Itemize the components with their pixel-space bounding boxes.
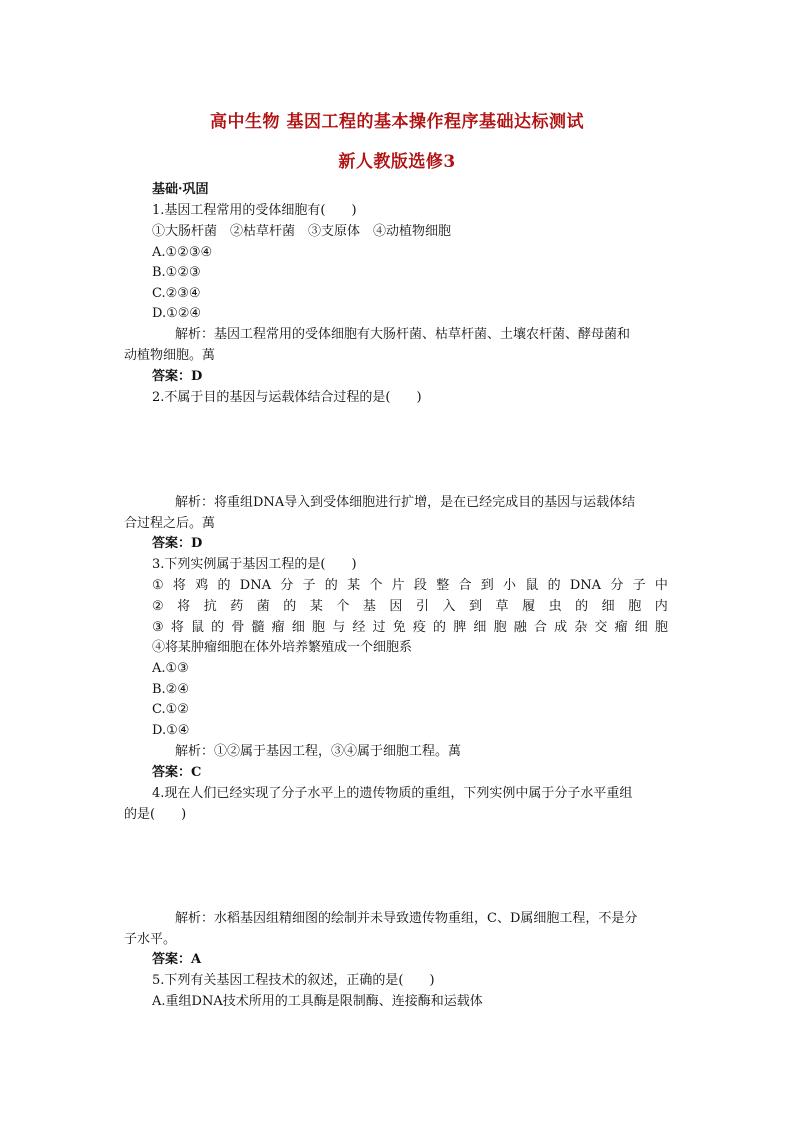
q3-item2-token: 菌 [256, 599, 270, 614]
q4-stem-cont: 的是( ) [124, 807, 187, 822]
q3-item2-token: 虫 [548, 599, 562, 614]
q3-item1-token: 中 [654, 578, 668, 593]
q3-item3-token: 免 [392, 620, 406, 635]
q3-item2-token: 某 [309, 599, 323, 614]
q3-item2-token: 细 [601, 599, 615, 614]
q4-answer: 答案：A [152, 952, 202, 967]
q3-item1-token: 到 [480, 578, 494, 593]
q3-item2-token: 抗 [203, 599, 217, 614]
q1-items: ①大肠杆菌 ②枯草杆菌 ③支原体 ④动植物细胞 [152, 224, 452, 239]
q3-item3-token: 胞 [493, 620, 507, 635]
q3-item3-token: 髓 [251, 620, 265, 635]
q3-item1-token: 段 [413, 578, 427, 593]
q3-item2-token: 的 [575, 599, 589, 614]
q3-item2-token: 胞 [628, 599, 642, 614]
q3-item3-token: 的 [433, 620, 447, 635]
q3-item2-token: 基 [362, 599, 376, 614]
q3-item2-token: 草 [495, 599, 509, 614]
q3-item-4: ④将某肿瘤细胞在体外培养繁殖成一个细胞系 [152, 640, 413, 655]
q3-item3-token: 将 [170, 620, 184, 635]
q3-item1-token: 鸡 [195, 578, 209, 593]
q3-option-d: D.①④ [152, 723, 190, 738]
q3-item2-token: 的 [283, 599, 297, 614]
section-heading: 基础·巩固 [152, 182, 209, 197]
q3-item3-token: 瘤 [271, 620, 285, 635]
q3-item2-token: ② [152, 599, 164, 614]
q4-analysis-cont: 子水平。 [124, 932, 177, 947]
q3-item2-token: 引 [415, 599, 429, 614]
document-title: 高中生物 基因工程的基本操作程序基础达标测试 [210, 112, 584, 132]
q1-option-d: D.①②④ [152, 306, 202, 321]
q3-item2-token: 个 [336, 599, 350, 614]
q3-option-a: A.①③ [152, 661, 189, 676]
q3-item1-token: DNA [239, 578, 271, 593]
q3-item1-token: 的 [324, 578, 338, 593]
document-subtitle: 新人教版选修3 [338, 152, 456, 172]
q3-item1-token: 分 [280, 578, 294, 593]
q1-option-a: A.①②③④ [152, 245, 213, 260]
q3-item1-token: DNA [569, 578, 602, 593]
q3-item3-token: 细 [634, 620, 648, 635]
q3-item1-token: 合 [458, 578, 472, 593]
q3-item3-token: 细 [291, 620, 305, 635]
q2-analysis: 解析：将重组DNA导入到受体细胞进行扩增，是在已经完成目的基因与运载体结 [175, 495, 636, 510]
q3-item3-token: 杂 [574, 620, 588, 635]
q3-item1-token: 子 [302, 578, 316, 593]
q3-item1-token: 将 [172, 578, 186, 593]
q3-item3-token: 合 [533, 620, 547, 635]
q3-stem: 3.下列实例属于基因工程的是( ) [152, 557, 357, 572]
q3-item3-token: 的 [211, 620, 225, 635]
q3-item3-token: 瘤 [614, 620, 628, 635]
q3-item1-token: 小 [503, 578, 517, 593]
q3-item1-token: ① [152, 578, 164, 593]
q1-analysis-cont: 动植物细胞。萬 [124, 348, 216, 363]
q2-analysis-cont: 合过程之后。萬 [124, 516, 216, 531]
q3-item3-token: 疫 [412, 620, 426, 635]
q3-analysis: 解析：①②属于基因工程，③④属于细胞工程。萬 [175, 744, 462, 759]
q1-option-b: B.①②③ [152, 265, 201, 280]
q3-item2-token: 将 [177, 599, 191, 614]
q2-answer: 答案：D [152, 536, 203, 551]
q3-item1-token: 的 [217, 578, 231, 593]
q3-item2-token: 因 [389, 599, 403, 614]
q3-item3-token: 过 [372, 620, 386, 635]
q3-item1-token: 个 [369, 578, 383, 593]
q3-item1-token: 分 [610, 578, 624, 593]
q3-item3-token: 融 [513, 620, 527, 635]
q3-item3-token: 成 [554, 620, 568, 635]
q5-option-a: A.重组DNA技术所用的工具酶是限制酶、连接酶和运载体 [152, 994, 483, 1009]
q3-item1-token: 鼠 [525, 578, 539, 593]
q5-stem: 5.下列有关基因工程技术的叙述，正确的是( ) [152, 973, 435, 988]
q3-item3-token: 胞 [312, 620, 326, 635]
q3-item3-token: 鼠 [190, 620, 204, 635]
q3-item2-token: 到 [469, 599, 483, 614]
q3-item2-token: 履 [522, 599, 536, 614]
q3-item2-token: 药 [230, 599, 244, 614]
q3-item3-token: 脾 [453, 620, 467, 635]
q3-option-c: C.①② [152, 702, 189, 717]
q3-item3-token: 经 [352, 620, 366, 635]
q4-analysis: 解析：水稻基因组精细图的绘制并未导致遗传物重组，C、D属细胞工程，不是分 [175, 911, 638, 926]
q3-item2-token: 入 [442, 599, 456, 614]
q1-analysis: 解析：基因工程常用的受体细胞有大肠杆菌、枯草杆菌、土壤农杆菌、酵母菌和 [175, 327, 631, 342]
q3-item3-token: 骨 [231, 620, 245, 635]
q3-item-1 [152, 577, 668, 595]
q3-item-3 [152, 619, 668, 637]
q3-answer: 答案：C [152, 765, 202, 780]
q1-answer: 答案：D [152, 369, 203, 384]
q2-stem: 2.不属于目的基因与运载体结合过程的是( ) [152, 390, 422, 405]
q3-item3-token: 胞 [654, 620, 668, 635]
q1-option-c: C.②③④ [152, 286, 201, 301]
q3-item3-token: 细 [473, 620, 487, 635]
q4-stem: 4.现在人们已经实现了分子水平上的遗传物质的重组，下列实例中属于分子水平重组 [152, 786, 633, 801]
q3-item1-token: 片 [391, 578, 405, 593]
q1-stem: 1.基因工程常用的受体细胞有( ) [152, 203, 357, 218]
q3-item1-token: 某 [347, 578, 361, 593]
q3-option-b: B.②④ [152, 682, 189, 697]
q3-item1-token: 的 [547, 578, 561, 593]
q3-item3-token: 交 [594, 620, 608, 635]
q3-item3-token: 与 [332, 620, 346, 635]
q3-item3-token: ③ [152, 620, 164, 635]
q3-item1-token: 子 [632, 578, 646, 593]
q3-item-2 [152, 598, 668, 616]
q3-item1-token: 整 [436, 578, 450, 593]
q3-item2-token: 内 [654, 599, 668, 614]
